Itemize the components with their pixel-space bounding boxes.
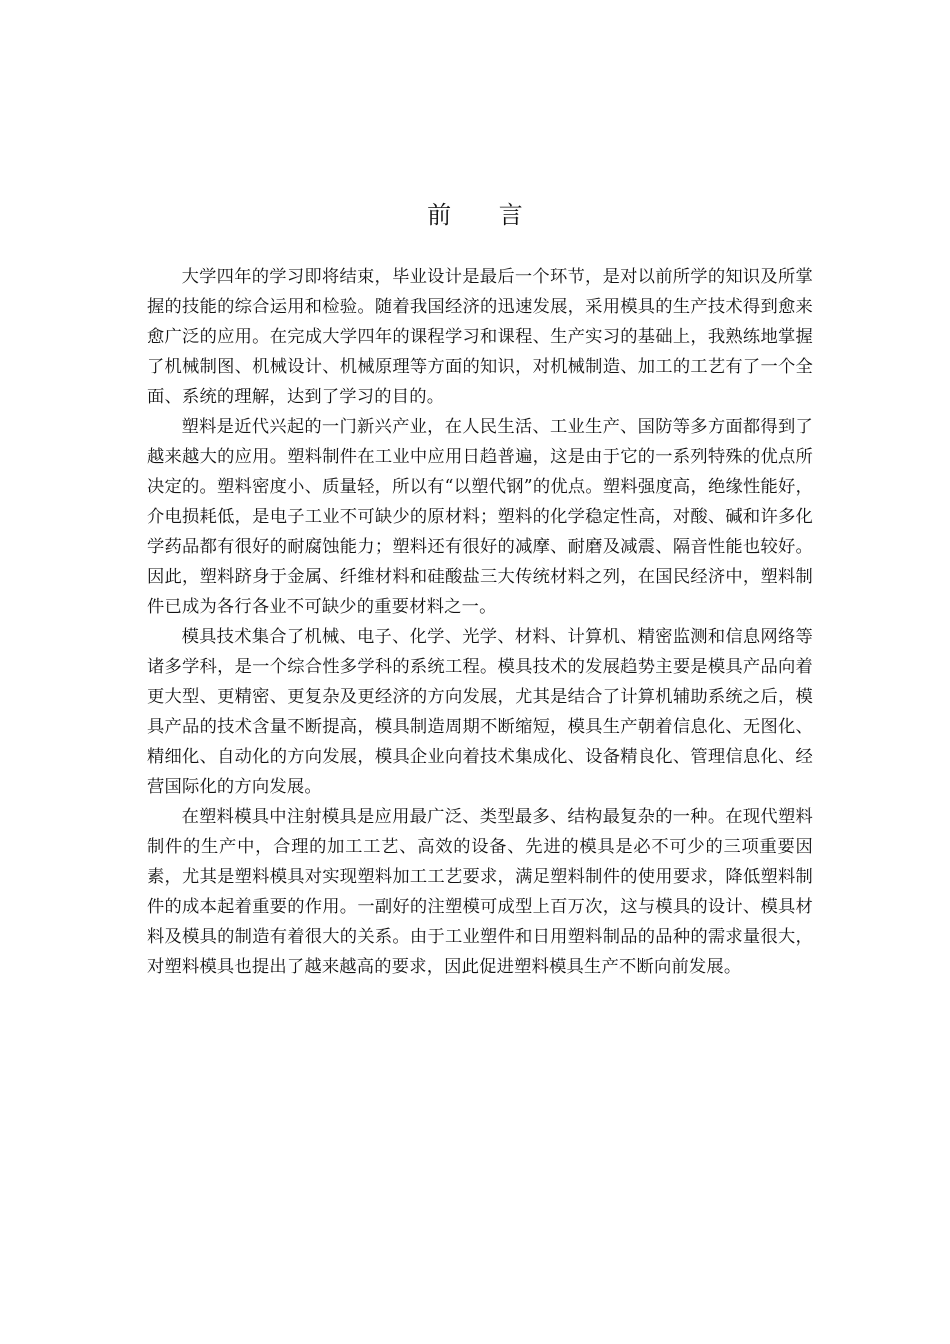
- paragraph-3: 模具技术集合了机械、电子、化学、光学、材料、计算机、精密监测和信息网络等诸多学科，是一个综合性多学科的系统工程。模具技术的发展趋势主要是模具产品向着更大型、更精密、更复杂及更经济的方向发展，尤其是结合了计算机辅助系统之后，模具产品的技术含量不断提高，模具制造周期不断缩短，模具生产朝着信息化、无图化、精细化、自动化的方向发展，模具企业向着技术集成化、设备精良化、管理信息化、经营国际化的方向发展。: [147, 627, 813, 797]
- page-title: 前 言: [427, 201, 543, 229]
- paragraph-1: 大学四年的学习即将结束，毕业设计是最后一个环节，是对以前所学的知识及所掌握的技能的综合运用和检验。随着我国经济的迅速发展，采用模具的生产技术得到愈来愈广泛的应用。在完成大学四年的课程学习和课程、生产实习的基础上，我熟练地掌握了机械制图、机械设计、机械原理等方面的知识，对机械制造、加工的工艺有了一个全面、系统的理解，达到了学习的目的。: [147, 267, 813, 407]
- paragraph-4: 在塑料模具中注射模具是应用最广泛、类型最多、结构最复杂的一种。在现代塑料制件的生产中，合理的加工工艺、高效的设备、先进的模具是必不可少的三项重要因素，尤其是塑料模具对实现塑料加工工艺要求，满足塑料制件的使用要求，降低塑料制件的成本起着重要的作用。一副好的注塑模可成型上百万次，这与模具的设计、模具材料及模具的制造有着很大的关系。由于工业塑件和日用塑料制品的品种的需求量很大，对塑料模具也提出了越来越高的要求，因此促进塑料模具生产不断向前发展。: [147, 807, 813, 977]
- paragraph-2: 塑料是近代兴起的一门新兴产业，在人民生活、工业生产、国防等多方面都得到了越来越大的应用。塑料制件在工业中应用日趋普遍，这是由于它的一系列特殊的优点所决定的。塑料密度小、质量轻，所以有“以塑代钢”的优点。塑料强度高，绝缘性能好，介电损耗低，是电子工业不可缺少的原材料；塑料的化学稳定性高，对酸、碱和许多化学药品都有很好的耐腐蚀能力；塑料还有很好的减摩、耐磨及减震、隔音性能也较好。因此，塑料跻身于金属、纤维材料和硅酸盐三大传统材料之列，在国民经济中，塑料制件已成为各行各业不可缺少的重要材料之一。: [147, 417, 813, 617]
- preface-body: [147, 262, 813, 982]
